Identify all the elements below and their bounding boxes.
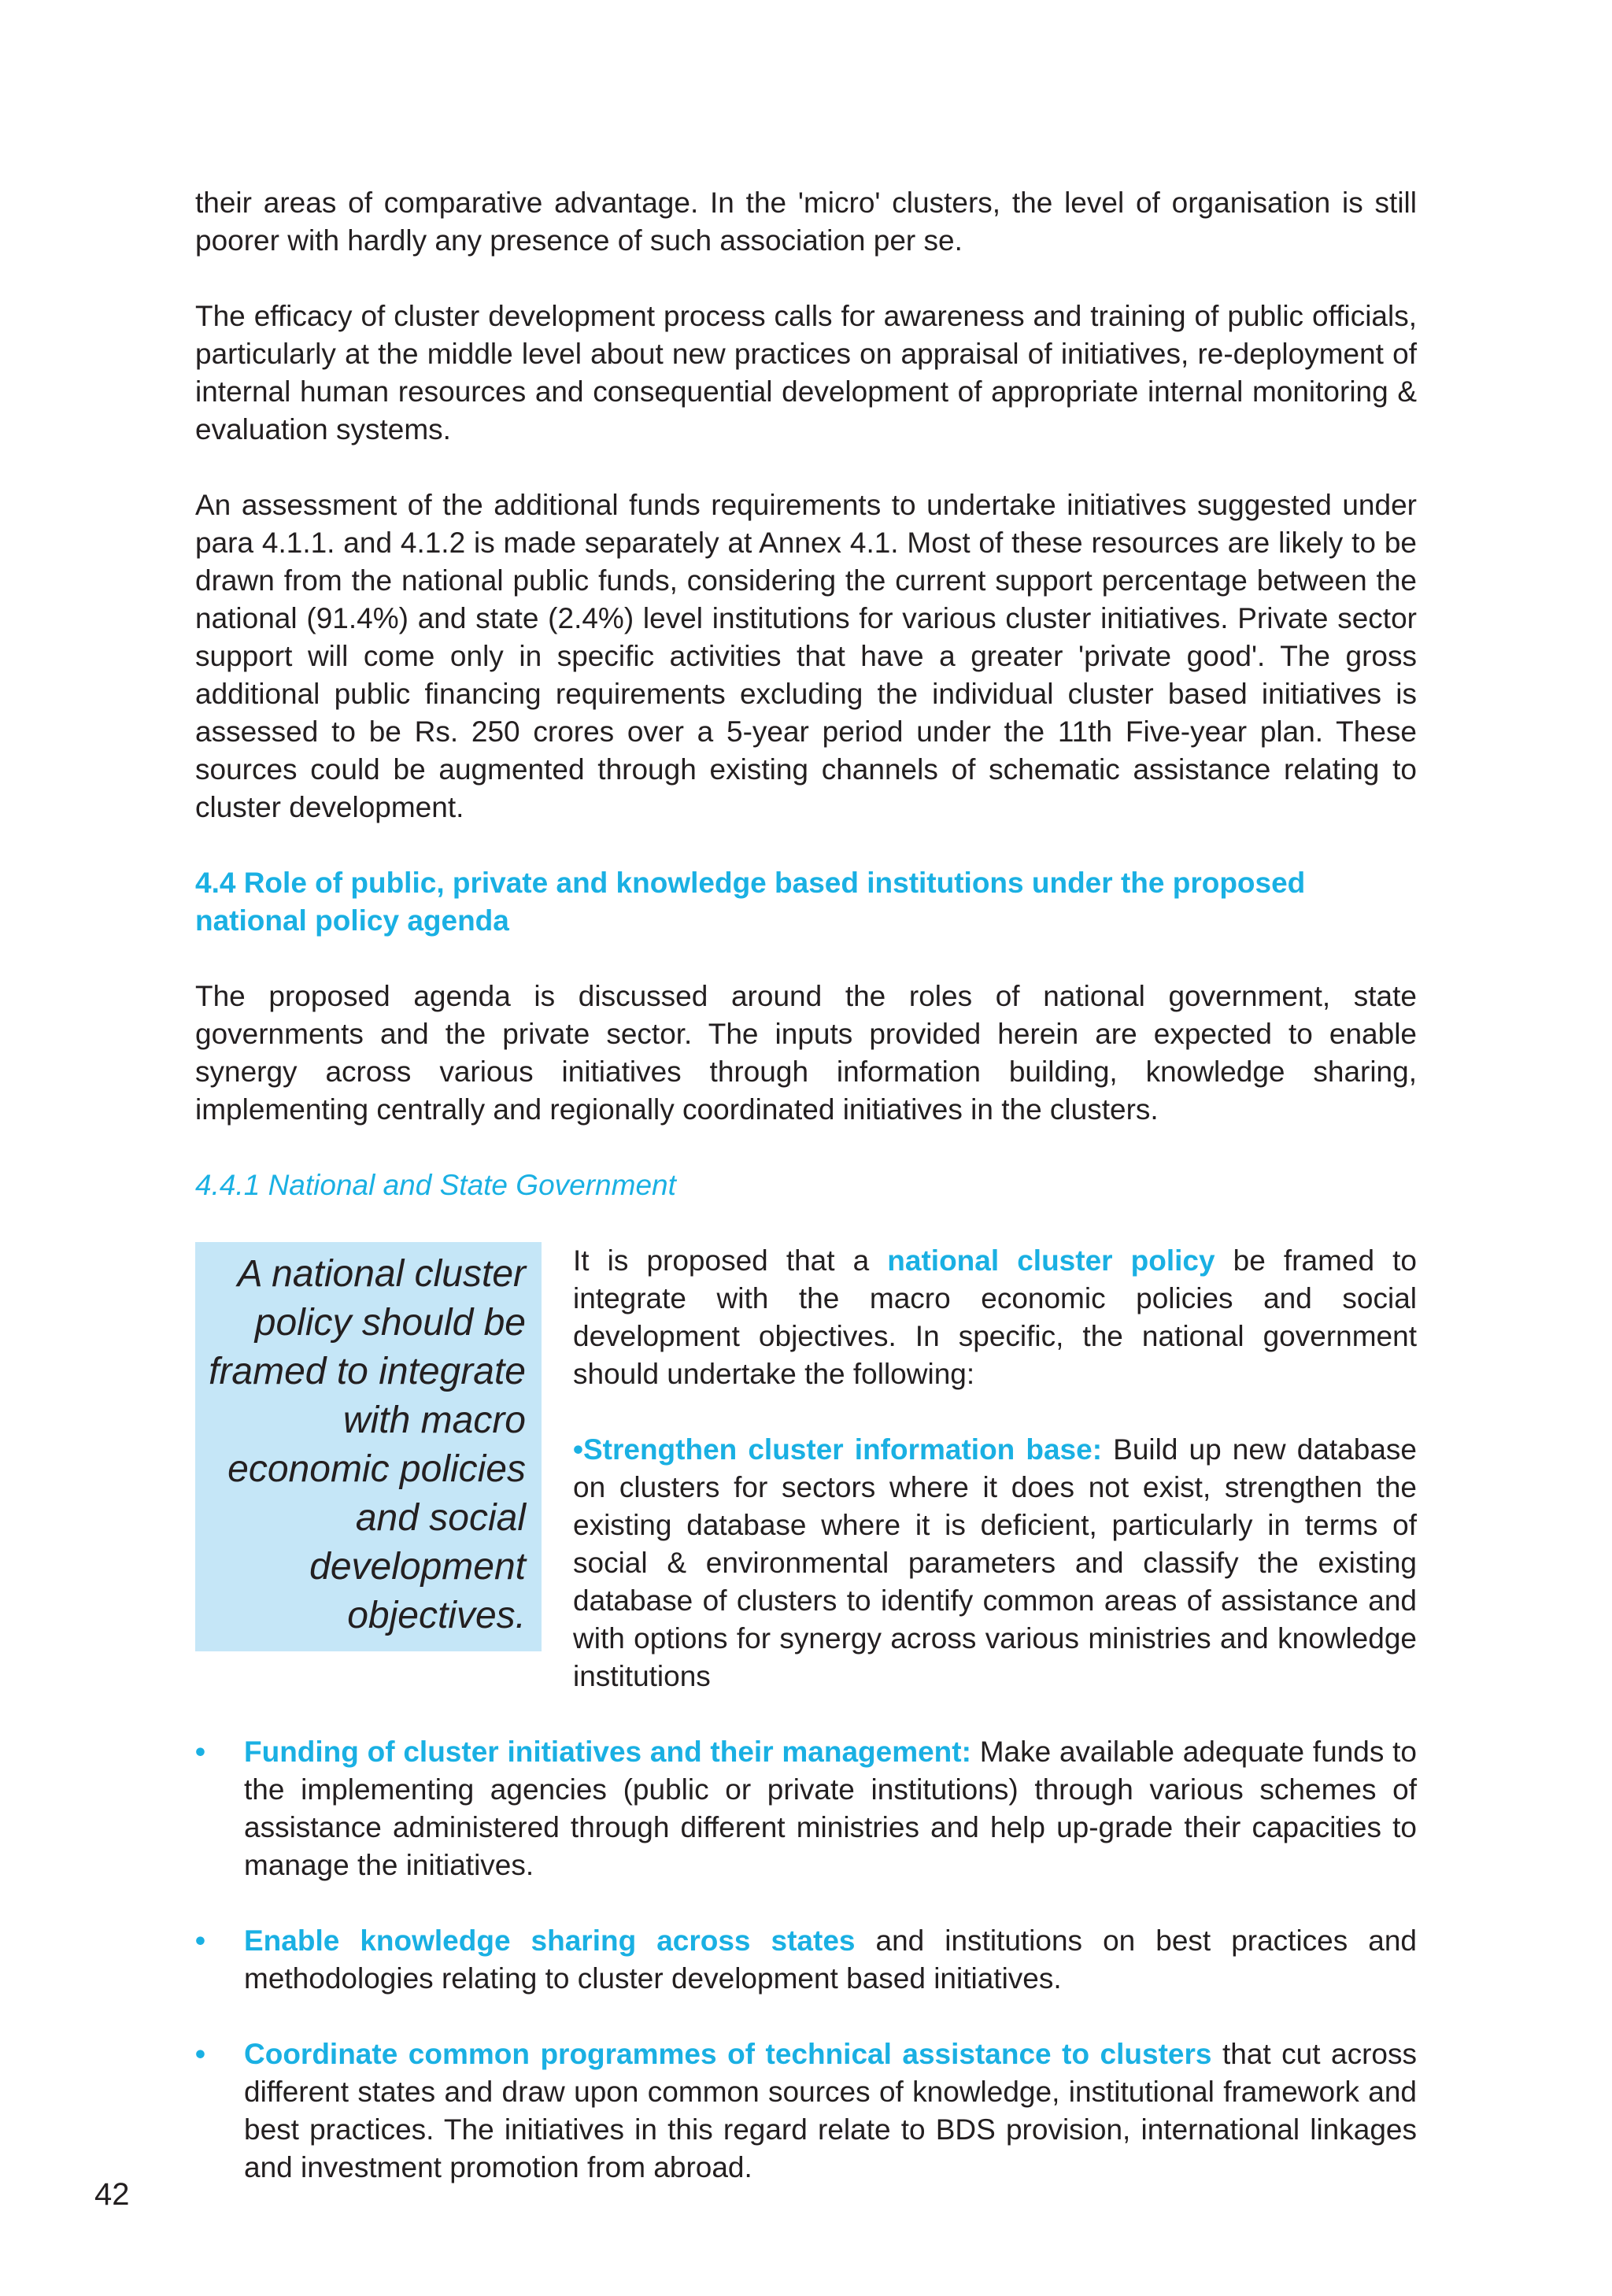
bullet-text: that cut across different states and draw upon common sources of knowledge, institutional framework and best practices. The initiatives in this regard relate to BDS provision, international linkages and investment promotion from abroad. [244, 2038, 1418, 2183]
bullet-marker: • [195, 2038, 205, 2070]
section-heading: 4.4 Role of public, private and knowledge based institutions under the proposed national policy agenda [195, 867, 1306, 937]
bullet-information-base [573, 1431, 1417, 1695]
bullet-technical-assistance [195, 2035, 1417, 2187]
bullet-knowledge-sharing [195, 1922, 1417, 1998]
section-intro: The proposed agenda is discussed around the roles of national government, state governments and the private sector. The inputs provided herein are expected to enable synergy across various initiatives through information building, knowledge sharing, implementing centrally and regionally coordinated initiatives in the clusters. [195, 980, 1417, 1126]
bullet-list [195, 1733, 1417, 2187]
bullet-marker: • [195, 1924, 205, 1957]
bullet-marker: • [195, 1736, 205, 1768]
proposal-paragraph [573, 1242, 1417, 1393]
page-number: 42 [94, 2177, 130, 2212]
bullet-text: Build up new database on clusters for sectors where it does not exist, strengthen the existing database where it is deficient, particularly in terms of social & environmental parameters and classify the existing database of clusters to identify common areas of assistance and with options for synergy across various ministries and knowledge institutions [573, 1433, 1417, 1692]
bullet-title: Coordinate common programmes of technical assistance to clusters [244, 2038, 1212, 2070]
proposal-highlight: national cluster policy [887, 1244, 1215, 1277]
subsection-heading: 4.4.1 National and State Government [195, 1169, 676, 1201]
page-content [195, 184, 1417, 2224]
bullet-text: Make available adequate funds to the implementing agencies (public or private institutions) through various schemes of assistance administered through different ministries and help up-grade their capacities to manage the initiatives. [244, 1736, 1417, 1881]
right-column [573, 1242, 1417, 1695]
paragraph-comparative-advantage: their areas of comparative advantage. In the 'micro' clusters, the level of organisation is still poorer with hardly any presence of such association per se. [195, 187, 1417, 257]
bullet-title: Strengthen cluster information base: [582, 1433, 1103, 1466]
proposal-text-before: It is proposed that a [573, 1244, 888, 1277]
bullet-text: and institutions on best practices and methodologies relating to cluster development based initiatives. [244, 1924, 1417, 1995]
proposal-text-after: be framed to integrate with the macro economic policies and social development objectives. In specific, the national government should undertake the following: [573, 1244, 1417, 1390]
bullet-marker: • [573, 1433, 583, 1466]
bullet-title: Funding of cluster initiatives and their management: [244, 1736, 971, 1768]
paragraph-funds-assessment: An assessment of the additional funds requirements to undertake initiatives suggested under para 4.1.1. and 4.1.2 is made separately at Annex 4.1. Most of these resources are likely to be drawn from the national public funds, considering the current support percentage between the national (91.4%) and state (2.4%) level institutions for various cluster initiatives. Private sector support will come only in specific activities that have a greater 'private good'. The gross additional public financing requirements excluding the individual cluster based initiatives is assessed to be Rs. 250 crores over a 5-year period under the 11th Five-year plan. These sources could be augmented through existing channels of schematic assistance relating to cluster development. [195, 489, 1417, 823]
paragraph-efficacy: The efficacy of cluster development process calls for awareness and training of public officials, particularly at the middle level about new practices on appraisal of initiatives, re-deployment of internal human resources and consequential development of appropriate internal monitoring & evaluation systems. [195, 300, 1417, 446]
pullquote: A national cluster policy should be framed to integrate with macro economic policies and social development objectives. [195, 1242, 542, 1651]
bullet-funding [195, 1733, 1417, 1884]
pullquote-row [195, 1242, 1417, 1695]
bullet-title: Enable knowledge sharing across states [244, 1924, 856, 1957]
